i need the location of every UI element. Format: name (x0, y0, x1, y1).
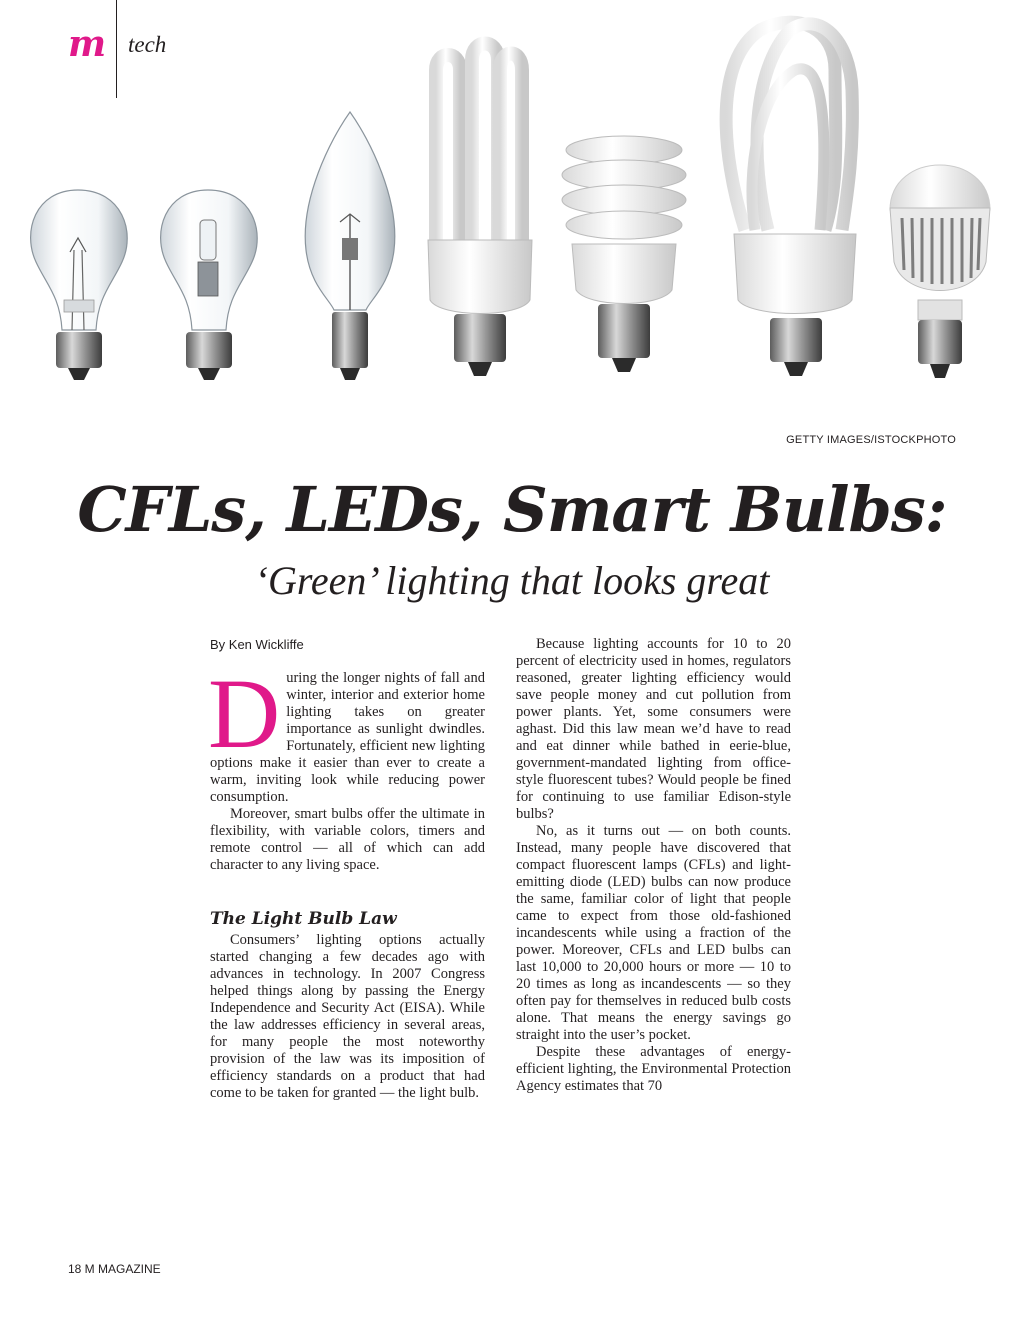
paragraph-regulators: Because lighting accounts for 10 to 20 percent of electricity used in homes, regulators reasoned, greater lighting efficiency would save people money and cut pollution from power plants. Yet, some consumers were aghast. Did this law mean we’d have to read and eat dinner while bathed in eerie-blue, government-mandated lighting from office-style fluorescent tubes? Would people be fined for continuing to use familiar Edison-style bulbs? (516, 636, 791, 822)
section-heading: The Light Bulb Law (210, 909, 397, 929)
article-headline: CFLs, LEDs, Smart Bulbs: (77, 473, 947, 546)
halogen-bulb (161, 190, 258, 380)
page-folio: 18 M MAGAZINE (68, 1262, 161, 1276)
incandescent-bulb (31, 190, 128, 380)
paragraph-despite: Despite these advantages of energy-efficient lighting, the Environmental Protection Agency estimates that 70 (516, 1044, 791, 1094)
photo-credit: GETTY IMAGES/ISTOCKPHOTO (786, 434, 956, 446)
u-tube-cfl-bulb (428, 44, 532, 377)
paragraph-smart-bulbs: Moreover, smart bulbs offer the ultimate in flexibility, with variable colors, timers and remote control — all of which can add character to any living space. (210, 806, 485, 873)
drop-cap: D (208, 658, 281, 769)
paragraph-light-bulb-law: Consumers’ lighting options actually started changing a few decades ago with advances in technology. In 2007 Congress helped things along by passing the Energy Independence and Security Act (EISA). While the law addresses efficiency in several areas, for many people the most noteworthy provision of the law was its imposition of efficiency standards on a product that had come to be taken for granted — the light bulb. (210, 932, 485, 1101)
magazine-logo: m (68, 23, 107, 65)
paragraph-intro (208, 658, 485, 806)
spiral-cfl-bulb (562, 136, 686, 372)
paragraph-no-both-counts: No, as it turns out — on both counts. Instead, many people have discovered that compact fluorescent lamps (CFLs) and light-emitting diode (LED) bulbs can now produce the same, familiar color of light that people came to expect from those old-fashioned incandescents while using a fraction of the power. Moreover, CFLs and LED bulbs can last 10,000 to 20,000 hours or more — 10 to 20 times as long as incandescents — so they often pay for themselves in reduced bulb costs alone. That means the energy savings go straight into the user’s pocket. (516, 823, 791, 1043)
article-column-2 (516, 636, 791, 1095)
article-subhead: ‘Green’ lighting that looks great (254, 558, 770, 603)
section-label: tech (128, 32, 167, 57)
led-bulb (890, 165, 990, 378)
intro-text: uring the longer nights of fall and winter, interior and exterior home lighting takes on greater importance as sunlight dwindles. Fortunately, efficient new lighting options make it easier than ever to create a warm, inviting look while reducing power consumption. (210, 670, 485, 805)
lotus-cfl-bulb (726, 22, 856, 376)
light-bulbs-photo (0, 0, 1024, 400)
byline: By Ken Wickliffe (210, 637, 304, 652)
article-column-1 (208, 658, 485, 1102)
candle-bulb (305, 112, 395, 380)
